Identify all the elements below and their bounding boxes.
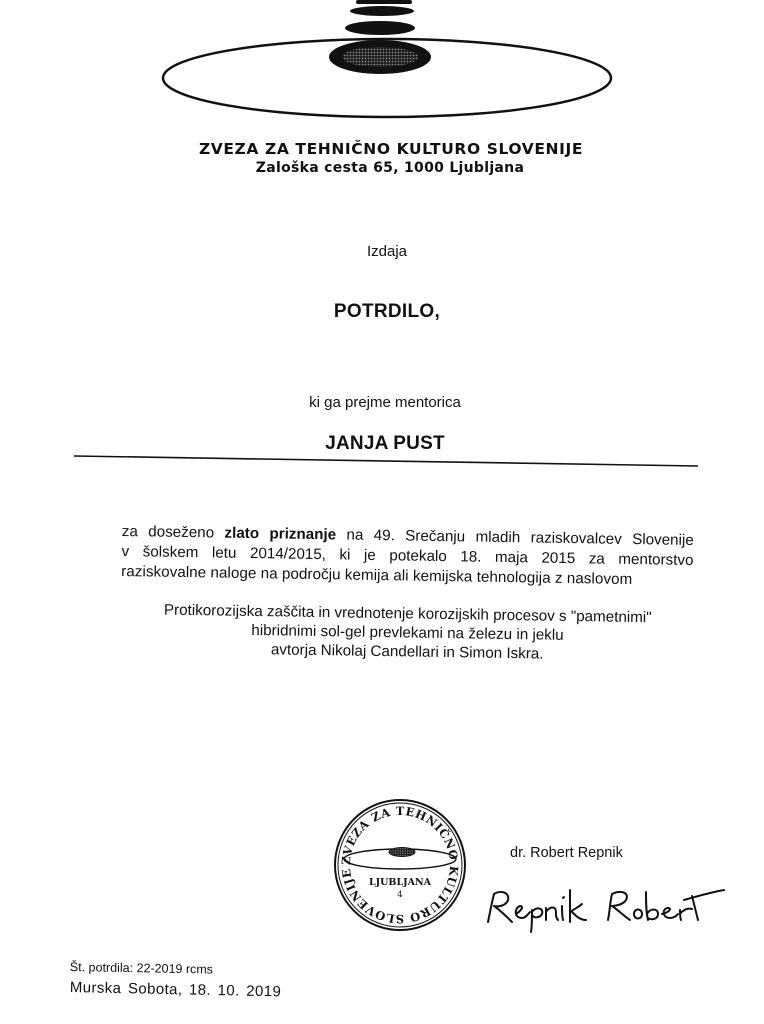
- place-and-date: Murska Sobota, 18. 10. 2019: [69, 979, 282, 1001]
- body-line-1-suffix: na 49. Srečanju mladih raziskovalcev Slovenije: [346, 526, 694, 549]
- body-line-1-prefix: za doseženo: [121, 522, 225, 542]
- project-authors: avtorja Nikolaj Candellari in Simon Iskra.: [270, 641, 544, 663]
- official-stamp: [332, 797, 468, 933]
- body-line-3: raziskovalne naloge na področju kemija ali kemijska tehnologija z naslovom: [121, 562, 633, 589]
- recipient-intro: ki ga prejme mentorica: [309, 394, 461, 411]
- name-underline: [74, 452, 698, 468]
- stamp-ring-text: ZVEZA ZA TEHNIČNO KULTURO SLOVENIJE: [338, 803, 462, 927]
- recipient-name: JANJA PUST: [325, 433, 445, 454]
- project-title-line-1: Protikorozijska zaščita in vrednotenje korozijskih procesov s "pametnimi": [163, 601, 652, 627]
- project-title-block: [127, 600, 688, 666]
- organization-logo: [160, 0, 616, 122]
- document-title: POTRDILO,: [333, 301, 441, 322]
- organization-name: ZVEZA ZA TEHNIČNO KULTURO SLOVENIJE: [198, 140, 584, 158]
- body-line-2: v šolskem letu 2014/2015, ki je potekalo 18. maja 2015 za mentorstvo: [121, 542, 694, 569]
- stamp-number: 4: [397, 890, 403, 900]
- organization-address: Zaloška cesta 65, 1000 Ljubljana: [255, 160, 525, 176]
- stamp-city: LJUBLJANA: [368, 877, 432, 888]
- award-text: zlato priznanje: [224, 524, 337, 544]
- body-paragraph: [121, 522, 694, 591]
- handwritten-signature: [478, 876, 728, 934]
- signatory-name: dr. Robert Repnik: [510, 845, 623, 861]
- issues-label: Izdaja: [366, 243, 408, 260]
- project-title-line-2: hibridnimi sol-gel prevlekami na železu in jeklu: [251, 621, 564, 644]
- certificate-number: Št. potrdila: 22-2019 rcms: [69, 960, 214, 977]
